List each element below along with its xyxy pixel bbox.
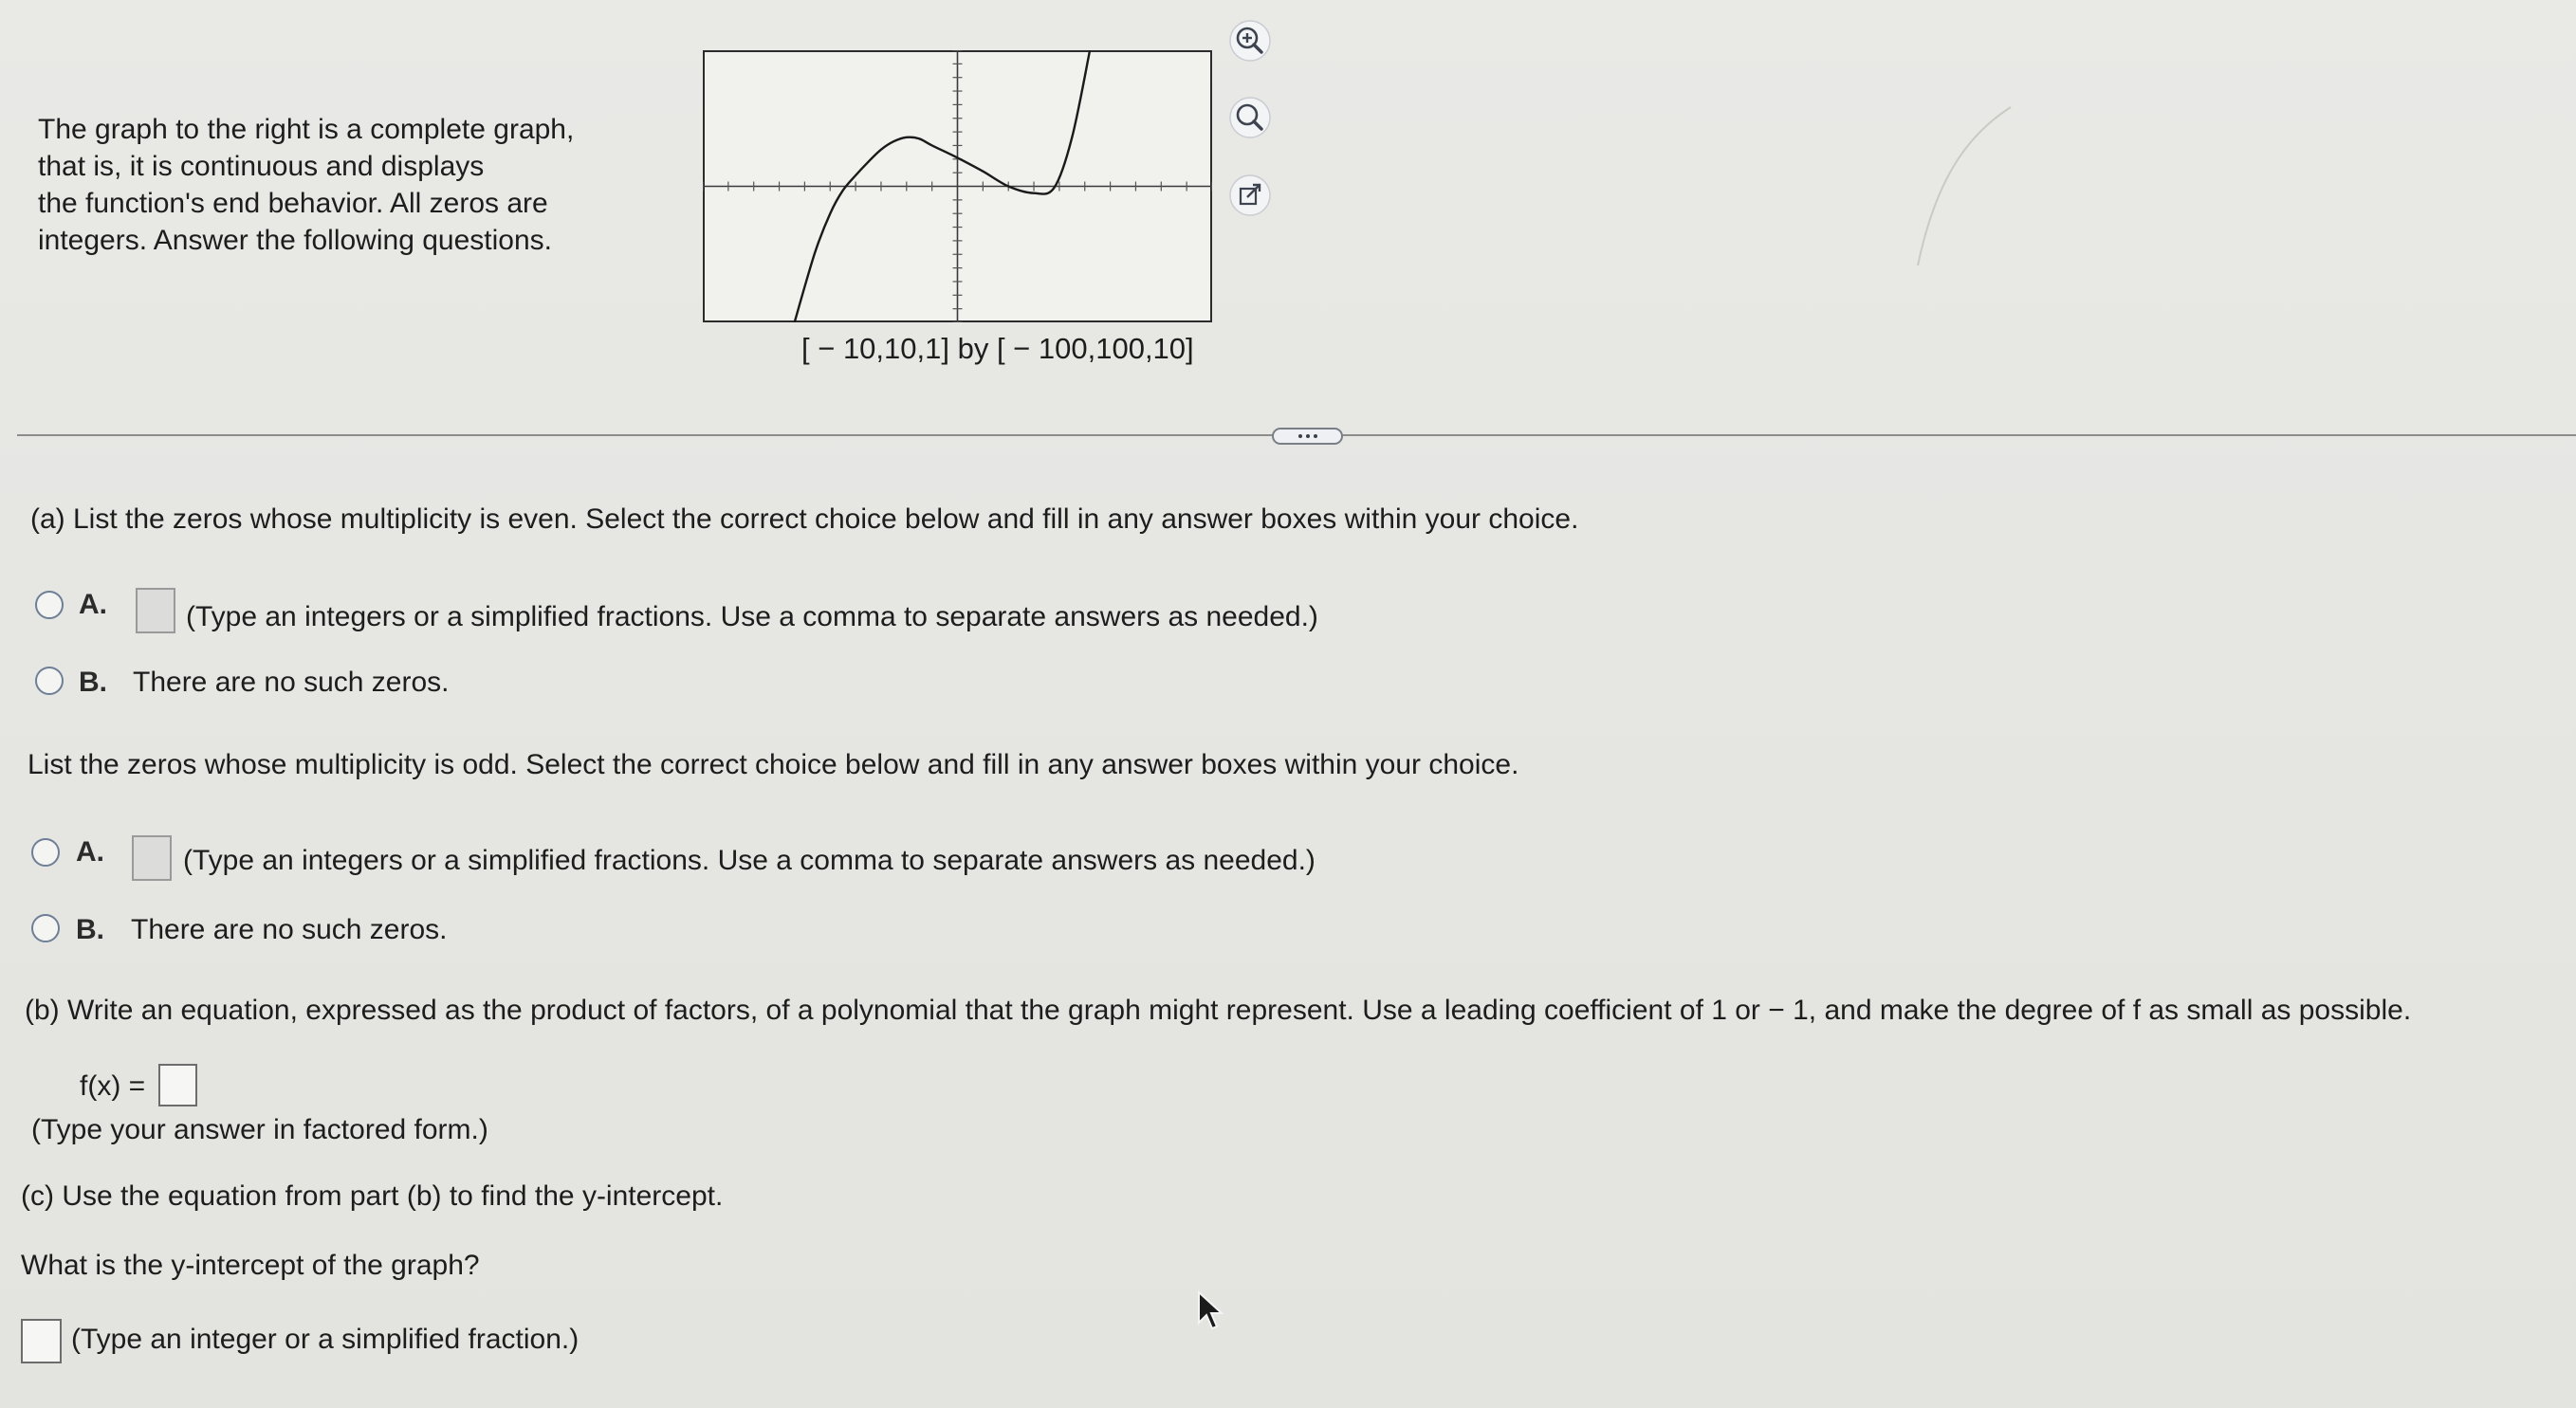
part-b-fx-label: f(x) = [80, 1070, 146, 1102]
zoom-out-icon[interactable] [1224, 92, 1276, 143]
intro-line-4: integers. Answer the following questions. [38, 225, 552, 256]
part-a2-prompt: List the zeros whose multiplicity is odd. Select the correct choice below and fill in any answer boxes within your choice. [28, 749, 1519, 780]
part-c-answer-box[interactable] [21, 1319, 62, 1363]
intro-line-2: that is, it is continuous and displays [38, 151, 485, 182]
part-b-answer-box[interactable] [158, 1064, 197, 1106]
intro-line-1: The graph to the right is a complete graph, [38, 114, 575, 145]
popout-icon[interactable] [1224, 170, 1276, 221]
function-graph [703, 50, 1212, 322]
intro-text [38, 111, 574, 259]
more-options-button[interactable] [1272, 428, 1343, 445]
part-a-option-b-radio[interactable] [35, 667, 64, 695]
graph-window-caption: [ − 10,10,1] by [ − 100,100,10] [801, 332, 1194, 365]
part-a2-option-a-letter: A. [76, 836, 104, 868]
part-b-prompt: (b) Write an equation, expressed as the product of factors, of a polynomial that the graph might represent. Use a leading coefficient of 1 or − 1, and make the degree of f as small as possible. [25, 995, 2412, 1026]
intro-line-3: the function's end behavior. All zeros are [38, 188, 548, 219]
part-c-hint: (Type an integer or a simplified fraction.) [71, 1324, 580, 1355]
part-a2-option-b-text: There are no such zeros. [131, 914, 448, 945]
part-a2-option-b-radio[interactable] [31, 914, 60, 942]
part-a-option-a-hint: (Type an integers or a simplified fractions. Use a comma to separate answers as needed.) [186, 601, 1318, 632]
part-c-question: What is the y-intercept of the graph? [21, 1250, 480, 1281]
background-smudge [1906, 100, 2020, 270]
part-b-hint: (Type your answer in factored form.) [31, 1114, 488, 1145]
part-c-prompt: (c) Use the equation from part (b) to find the y-intercept. [21, 1180, 724, 1212]
part-a-option-a-answer-box[interactable] [136, 588, 175, 633]
part-a2-option-b-letter: B. [76, 914, 104, 945]
part-a2-option-a-hint: (Type an integers or a simplified fractions. Use a comma to separate answers as needed.) [183, 845, 1316, 876]
part-a-option-a-radio[interactable] [35, 591, 64, 619]
part-a-prompt: (a) List the zeros whose multiplicity is even. Select the correct choice below and fill in any answer boxes within your choice. [30, 503, 1579, 535]
part-a2-option-a-radio[interactable] [31, 838, 60, 867]
part-a2-option-a-answer-box[interactable] [132, 835, 172, 881]
mouse-cursor-icon [1197, 1290, 1225, 1332]
zoom-in-icon[interactable] [1224, 15, 1276, 66]
part-a-option-b-text: There are no such zeros. [133, 667, 450, 698]
graph-svg [703, 50, 1212, 322]
part-a-option-b-letter: B. [79, 667, 107, 698]
part-a-option-a-letter: A. [79, 589, 107, 620]
